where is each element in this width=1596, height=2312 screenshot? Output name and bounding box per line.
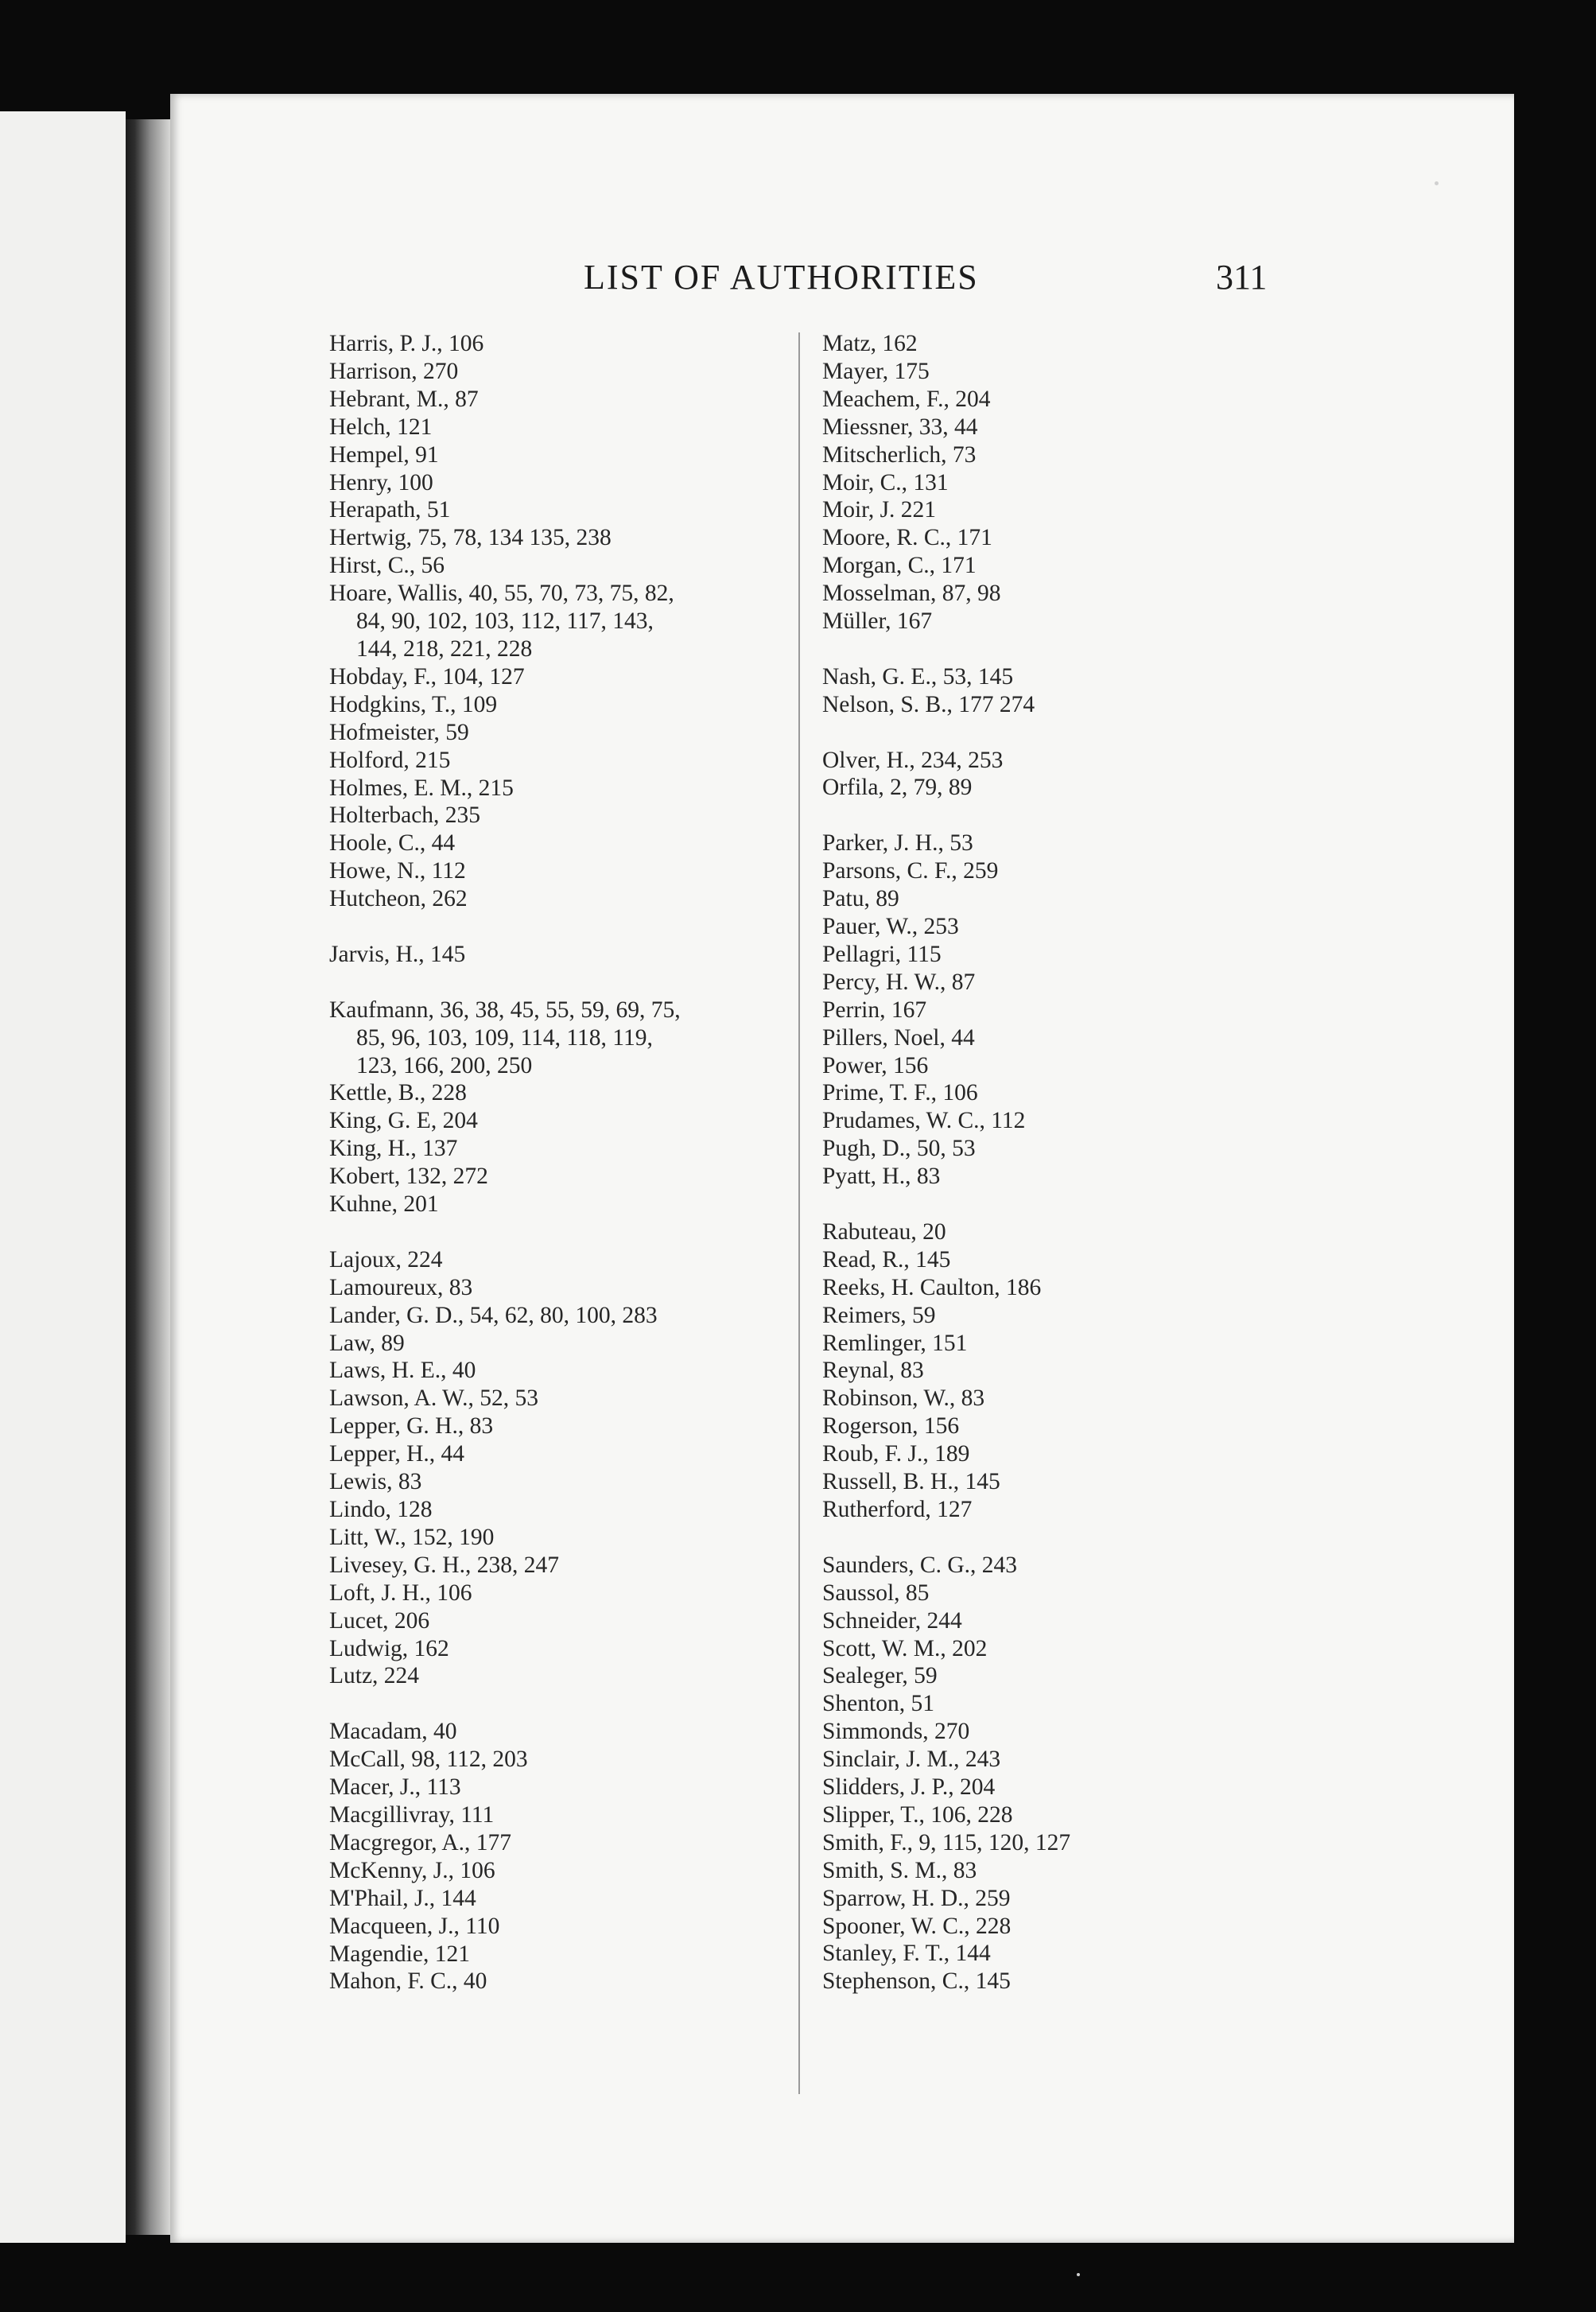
index-entry: Reynal, 83 [822, 1358, 924, 1384]
index-letter-break [822, 1191, 1299, 1218]
index-entry: Mahon, F. C., 40 [329, 1968, 487, 1995]
index-entry: Hempel, 91 [329, 441, 439, 468]
index-entry: Mayer, 175 [822, 358, 930, 384]
index-entry: Pyatt, H., 83 [822, 1164, 941, 1190]
index-entry: Mitscherlich, 73 [822, 441, 977, 468]
index-entry: Roub, F. J., 189 [822, 1441, 970, 1467]
index-entry: Howe, N., 112 [329, 858, 466, 884]
page-title: LIST OF AUTHORITIES [584, 258, 979, 297]
index-entry: Macadam, 40 [329, 1719, 457, 1745]
page-number: 311 [1216, 258, 1268, 297]
index-entry: Russell, B. H., 145 [822, 1469, 1000, 1495]
index-entry: Kaufmann, 36, 38, 45, 55, 59, 69, 75, [329, 997, 681, 1023]
index-entry: Mosselman, 87, 98 [822, 581, 1001, 607]
index-entry: Shenton, 51 [822, 1691, 934, 1717]
index-letter-break [822, 1524, 1299, 1552]
index-entry: Perrin, 167 [822, 997, 927, 1023]
index-entry: Hirst, C., 56 [329, 553, 445, 579]
index-entry: Parsons, C. F., 259 [822, 858, 999, 884]
index-entry: Matz, 162 [822, 331, 918, 356]
index-entry: Parker, J. H., 53 [822, 830, 973, 857]
index-entry: King, H., 137 [329, 1136, 458, 1162]
index-entry: Lutz, 224 [329, 1663, 420, 1689]
index-entry: Herapath, 51 [329, 497, 451, 523]
index-entry: Orfila, 2, 79, 89 [822, 775, 973, 801]
index-entry: Ludwig, 162 [329, 1635, 449, 1661]
index-entry: Holford, 215 [329, 747, 451, 773]
index-entry: Spooner, W. C., 228 [822, 1913, 1012, 1939]
index-entry: Sealeger, 59 [822, 1663, 938, 1689]
index-entry: Kettle, B., 228 [329, 1080, 467, 1106]
book-gutter [126, 119, 170, 2235]
index-entry: Magendie, 121 [329, 1941, 470, 1967]
index-entry: Slidders, J. P., 204 [822, 1774, 996, 1801]
index-entry-continuation: 144, 218, 221, 228 [356, 635, 533, 662]
index-entry: Hodgkins, T., 109 [329, 691, 498, 717]
index-entry: Rogerson, 156 [822, 1413, 960, 1440]
index-entry: Livesey, G. H., 238, 247 [329, 1552, 559, 1578]
index-entry: Hertwig, 75, 78, 134 135, 238 [329, 525, 612, 551]
index-entry: Lawson, A. W., 52, 53 [329, 1385, 539, 1412]
index-entry: Power, 156 [822, 1052, 929, 1078]
index-entry: Stephenson, C., 145 [822, 1968, 1011, 1995]
index-entry: Prudames, W. C., 112 [822, 1108, 1026, 1134]
index-entry: Hebrant, M., 87 [329, 386, 479, 412]
index-letter-break [822, 635, 1299, 663]
paper-speck [1077, 2273, 1080, 2276]
index-entry: Moore, R. C., 171 [822, 525, 992, 551]
index-entry: Harrison, 270 [329, 358, 459, 384]
index-entry: Olver, H., 234, 253 [822, 747, 1004, 773]
index-entry: McKenny, J., 106 [329, 1857, 495, 1883]
index-entry: Robinson, W., 83 [822, 1385, 985, 1412]
index-entry: Kuhne, 201 [329, 1191, 439, 1218]
index-entry: Lajoux, 224 [329, 1246, 443, 1273]
index-entry: Remlinger, 151 [822, 1330, 968, 1356]
index-entry: Smith, S. M., 83 [822, 1857, 977, 1883]
index-entry: Lindo, 128 [329, 1497, 433, 1523]
index-entry: Read, R., 145 [822, 1246, 951, 1273]
index-entry: Reimers, 59 [822, 1302, 936, 1328]
index-entry: Helch, 121 [329, 414, 433, 440]
index-entry: Harris, P. J., 106 [329, 331, 484, 356]
index-entry: Pillers, Noel, 44 [822, 1024, 975, 1051]
index-entry: Smith, F., 9, 115, 120, 127 [822, 1829, 1071, 1855]
index-entry: Holmes, E. M., 215 [329, 775, 514, 801]
index-entry: Henry, 100 [329, 469, 433, 495]
index-entry: Kobert, 132, 272 [329, 1164, 488, 1190]
index-entry: Rutherford, 127 [822, 1497, 973, 1522]
index-entry: Law, 89 [329, 1330, 405, 1356]
book-page [170, 94, 1514, 2243]
index-entry: Macer, J., 113 [329, 1774, 461, 1801]
index-entry: Loft, J. H., 106 [329, 1580, 472, 1606]
index-entry: Moir, J. 221 [822, 497, 937, 523]
index-entry: Percy, H. W., 87 [822, 969, 976, 995]
index-entry-continuation: 123, 166, 200, 250 [356, 1052, 533, 1078]
index-entry: Nash, G. E., 53, 145 [822, 663, 1014, 690]
index-column-right [822, 330, 1299, 1995]
facing-page-edge [0, 111, 126, 2243]
index-entry: Lucet, 206 [329, 1607, 430, 1634]
index-entry: Stanley, F. T., 144 [822, 1941, 991, 1967]
index-entry: Hoole, C., 44 [329, 830, 456, 857]
index-letter-break [822, 802, 1299, 830]
index-entry: Saussol, 85 [822, 1580, 930, 1606]
index-entry: Lewis, 83 [329, 1469, 422, 1495]
running-head [170, 257, 1514, 305]
index-entry: Meachem, F., 204 [822, 386, 991, 412]
index-entry: Pauer, W., 253 [822, 913, 959, 939]
index-entry: Moir, C., 131 [822, 469, 949, 495]
index-entry: Lepper, H., 44 [329, 1441, 465, 1467]
index-letter-break [822, 719, 1299, 747]
index-entry: Pellagri, 115 [822, 941, 942, 967]
paper-speck [1435, 181, 1439, 185]
index-entry: Rabuteau, 20 [822, 1218, 946, 1245]
index-entry: Jarvis, H., 145 [329, 941, 466, 967]
index-entry: Laws, H. E., 40 [329, 1358, 476, 1384]
index-entry: M'Phail, J., 144 [329, 1885, 476, 1911]
index-entry-continuation: 84, 90, 102, 103, 112, 117, 143, [356, 608, 654, 635]
index-entry: Macgillivray, 111 [329, 1801, 495, 1828]
index-entry: Prime, T. F., 106 [822, 1080, 978, 1106]
index-entry: McCall, 98, 112, 203 [329, 1747, 528, 1773]
index-entry: King, G. E, 204 [329, 1108, 478, 1134]
index-entry: Hofmeister, 59 [329, 719, 469, 745]
index-entry: Sparrow, H. D., 259 [822, 1885, 1011, 1911]
index-entry: Scott, W. M., 202 [822, 1635, 988, 1661]
index-entry: Saunders, C. G., 243 [822, 1552, 1018, 1578]
index-entry: Litt, W., 152, 190 [329, 1524, 495, 1550]
index-entry: Miessner, 33, 44 [822, 414, 978, 440]
index-entry: Holterbach, 235 [329, 802, 481, 829]
index-entry: Lamoureux, 83 [329, 1274, 473, 1300]
index-entry: Hoare, Wallis, 40, 55, 70, 73, 75, 82, [329, 581, 674, 607]
index-entry: Slipper, T., 106, 228 [822, 1801, 1013, 1828]
index-entry: Hutcheon, 262 [329, 886, 468, 912]
index-entry: Lander, G. D., 54, 62, 80, 100, 283 [329, 1302, 658, 1328]
index-entry: Simmonds, 270 [822, 1719, 970, 1745]
index-entry: Reeks, H. Caulton, 186 [822, 1274, 1042, 1300]
index-entry: Sinclair, J. M., 243 [822, 1747, 1001, 1773]
index-entry: Morgan, C., 171 [822, 553, 977, 579]
index-entry: Macqueen, J., 110 [329, 1913, 500, 1939]
index-entry: Müller, 167 [822, 608, 933, 635]
index-entry: Macgregor, A., 177 [329, 1829, 512, 1855]
index-entry: Schneider, 244 [822, 1607, 962, 1634]
index-entry: Hobday, F., 104, 127 [329, 663, 525, 690]
index-entry: Lepper, G. H., 83 [329, 1413, 494, 1440]
index-entry-continuation: 85, 96, 103, 109, 114, 118, 119, [356, 1024, 653, 1051]
index-entry: Patu, 89 [822, 886, 899, 912]
index-entry: Pugh, D., 50, 53 [822, 1136, 976, 1162]
index-entry: Nelson, S. B., 177 274 [822, 691, 1035, 717]
